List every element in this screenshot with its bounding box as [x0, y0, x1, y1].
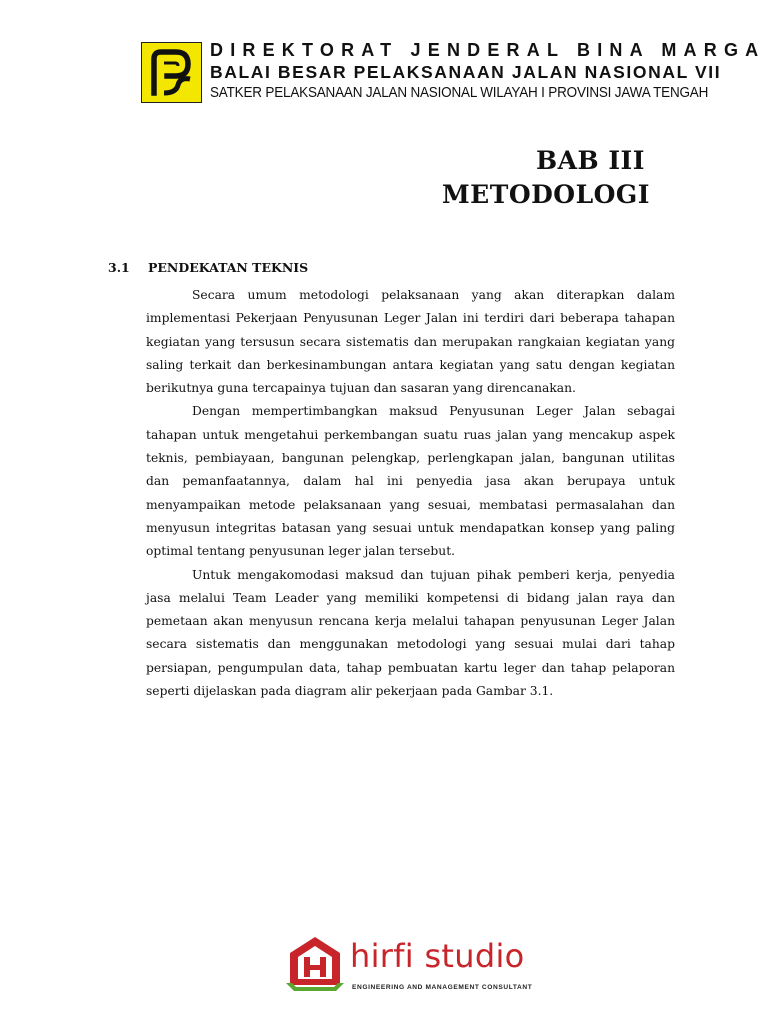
paragraph: Untuk mengakomodasi maksud dan tujuan pihak pemberi kerja, penyedia jasa melalui Team Leader yang memiliki kompetensi di bidang jalan raya dan pemetaan akan menyusun rencana kerja melalui tahapan penyusunan Leger Jalan secara sistematis dan menggunakan metodologi yang sesuai mulai dari tahap persiapan, pengumpulan data, tahap pembuatan kartu leger dan tahap pelaporan seperti dijelaskan pada diagram alir pekerjaan pada Gambar 3.1.: [146, 567, 675, 699]
chapter-number: BAB III: [536, 146, 645, 175]
section-number: 3.1: [108, 260, 130, 275]
brand-name: hirfi studio: [350, 937, 525, 975]
paragraph: Secara umum metodologi pelaksanaan yang akan diterapkan dalam implementasi Pekerjaan Penyusunan Leger Jalan ini terdiri dari beberapa tahapan kegiatan yang tersusun secara sistematis dan merupakan rangkaian kegiatan yang saling terkait dan berkesinambungan antara kegiatan yang satu dengan kegiatan berikutnya guna tercapainya tujuan dan sasaran yang direncanakan.: [146, 288, 675, 396]
paragraph: Dengan mempertimbangkan maksud Penyusunan Leger Jalan sebagai tahapan untuk mengetahui perkembangan suatu ruas jalan yang mencakup aspek teknis, pembiayaan, bangunan pelengkap, perlengkapan jalan, bangunan utilitas dan pemanfaatannya, dalam hal ini penyedia jasa akan berupaya untuk menyampaikan metode pelaksanaan yang sesuai, membatasi permasalahan dan menyusun integritas batasan yang sesuai untuk mendapatkan konsep yang paling optimal tentang penyusunan leger jalan tersebut.: [146, 404, 675, 559]
chapter-title: METODOLOGI: [442, 180, 650, 209]
header-line-1: DIREKTORAT JENDERAL BINA MARGA: [210, 40, 766, 60]
body-text: [146, 284, 675, 703]
pu-logo: [141, 42, 202, 103]
hirfi-studio-logo: [284, 933, 533, 1003]
section-heading: [108, 260, 308, 275]
header-line-2: BALAI BESAR PELAKSANAAN JALAN NASIONAL VII: [210, 62, 722, 82]
brand-tagline: ENGINEERING AND MANAGEMENT CONSULTANT: [352, 984, 533, 991]
header-line-3: SATKER PELAKSANAAN JALAN NASIONAL WILAYAH I PROVINSI JAWA TENGAH: [210, 85, 709, 101]
section-title: PENDEKATAN TEKNIS: [148, 260, 309, 275]
pu-emblem-icon: [142, 43, 201, 102]
house-h-icon: [284, 933, 346, 995]
